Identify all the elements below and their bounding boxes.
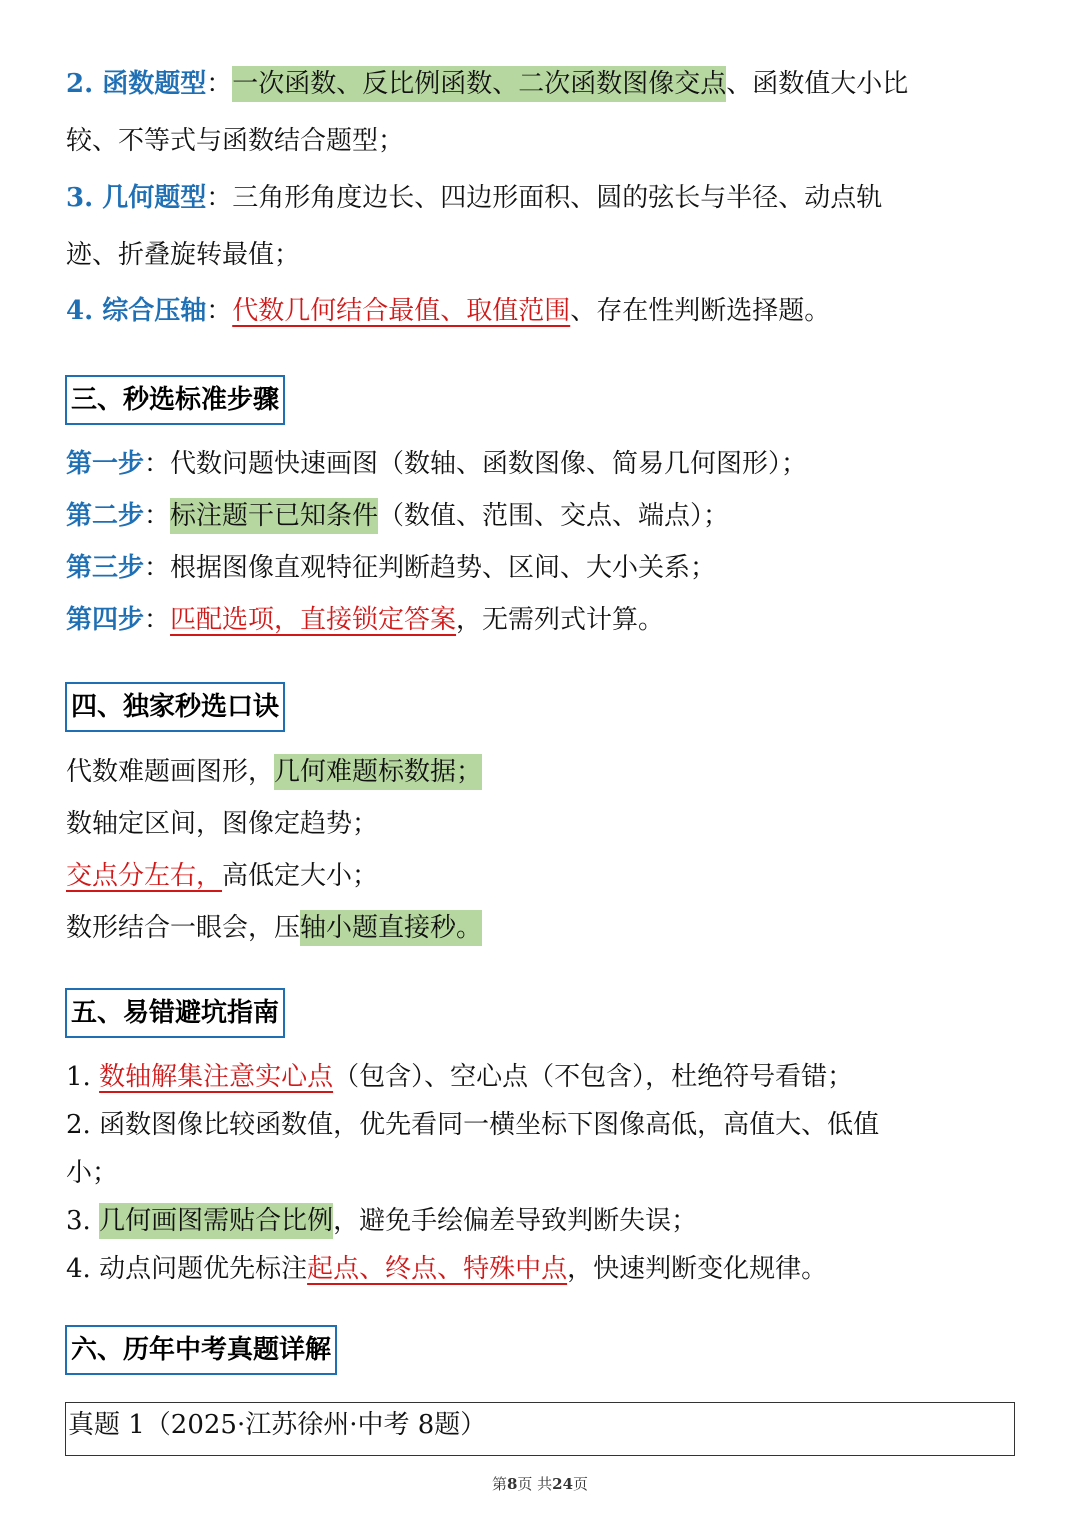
question-box — [65, 1402, 1015, 1456]
mnemonic-line-4: 数形结合一眼会，压轴小题直接秒。 — [66, 908, 482, 948]
step-2-label: 第二步 — [66, 501, 145, 531]
step-1-label: 第一步 — [66, 449, 145, 479]
section-5-heading: 五、易错避坑指南 — [65, 988, 285, 1038]
section-4-heading: 四、独家秒选口诀 — [65, 682, 285, 732]
pitfall-item-2-line-1: 2. 函数图像比较函数值，优先看同一横坐标下图像高低，高值大、低值 — [66, 1110, 880, 1140]
section-6-heading: 六、历年中考真题详解 — [65, 1325, 337, 1375]
step-4: 第四步：匹配选项，直接锁定答案，无需列式计算。 — [66, 605, 665, 635]
pitfall-1-red: 数轴解集注意实心点 — [99, 1062, 334, 1092]
type-item-2-line-2: 较、不等式与函数结合题型； — [66, 126, 405, 156]
mnemonic-1-highlight: 几何难题标数据； — [274, 754, 482, 790]
mnemonic-line-1: 代数难题画图形，几何难题标数据； — [66, 752, 482, 792]
type-item-2-highlight: 一次函数、反比例函数、二次函数图像交点 — [232, 66, 726, 102]
page-number: 8 — [506, 1475, 518, 1493]
mnemonic-3-red: 交点分左右， — [66, 861, 223, 891]
type-item-3-line-2: 迹、折叠旋转最值； — [66, 240, 301, 270]
step-4-red: 匹配选项，直接锁定答案 — [170, 605, 457, 635]
page-total: 24 — [552, 1475, 574, 1493]
pitfall-item-2-line-2: 小； — [66, 1158, 119, 1188]
pitfall-item-3: 3. 几何画图需贴合比例，避免手绘偏差导致判断失误； — [66, 1201, 697, 1241]
mnemonic-line-2: 数轴定区间，图像定趋势； — [66, 809, 379, 839]
step-3: 第三步：根据图像直观特征判断趋势、区间、大小关系； — [66, 553, 717, 583]
step-1: 第一步：代数问题快速画图（数轴、函数图像、简易几何图形）； — [66, 449, 808, 479]
mnemonic-4-highlight: 轴小题直接秒。 — [300, 910, 482, 946]
type-item-3-line-1: 3. 几何题型：三角形角度边长、四边形面积、圆的弦长与半径、动点轨 — [66, 183, 883, 213]
step-2: 第二步：标注题干已知条件（数值、范围、交点、端点）； — [66, 496, 729, 536]
type-item-2-line-1: 2. 函数题型：一次函数、反比例函数、二次函数图像交点、函数值大小比 — [66, 64, 908, 104]
question-title: 真题 1（2025·江苏徐州·中考 8题） — [68, 1410, 487, 1440]
step-4-label: 第四步 — [66, 605, 145, 635]
pitfall-item-4: 4. 动点问题优先标注起点、终点、特殊中点，快速判断变化规律。 — [66, 1254, 828, 1284]
page-footer: 第8页 共24页 — [491, 1475, 589, 1493]
mnemonic-line-3: 交点分左右，高低定大小； — [66, 861, 379, 891]
type-item-4: 4. 综合压轴：代数几何结合最值、取值范围、存在性判断选择题。 — [66, 296, 831, 326]
type-item-3-label: 3. 几何题型 — [66, 183, 207, 213]
type-item-2-label: 2. 函数题型 — [66, 69, 207, 99]
pitfall-3-highlight: 几何画图需贴合比例 — [99, 1203, 333, 1239]
section-3-heading: 三、秒选标准步骤 — [65, 375, 285, 425]
type-item-4-red: 代数几何结合最值、取值范围 — [232, 296, 571, 326]
step-2-highlight: 标注题干已知条件 — [170, 498, 378, 534]
step-3-label: 第三步 — [66, 553, 145, 583]
pitfall-item-1: 1. 数轴解集注意实心点（包含）、空心点（不包含），杜绝符号看错； — [66, 1062, 854, 1092]
type-item-4-label: 4. 综合压轴 — [66, 296, 207, 326]
pitfall-4-red: 起点、终点、特殊中点 — [307, 1254, 568, 1284]
